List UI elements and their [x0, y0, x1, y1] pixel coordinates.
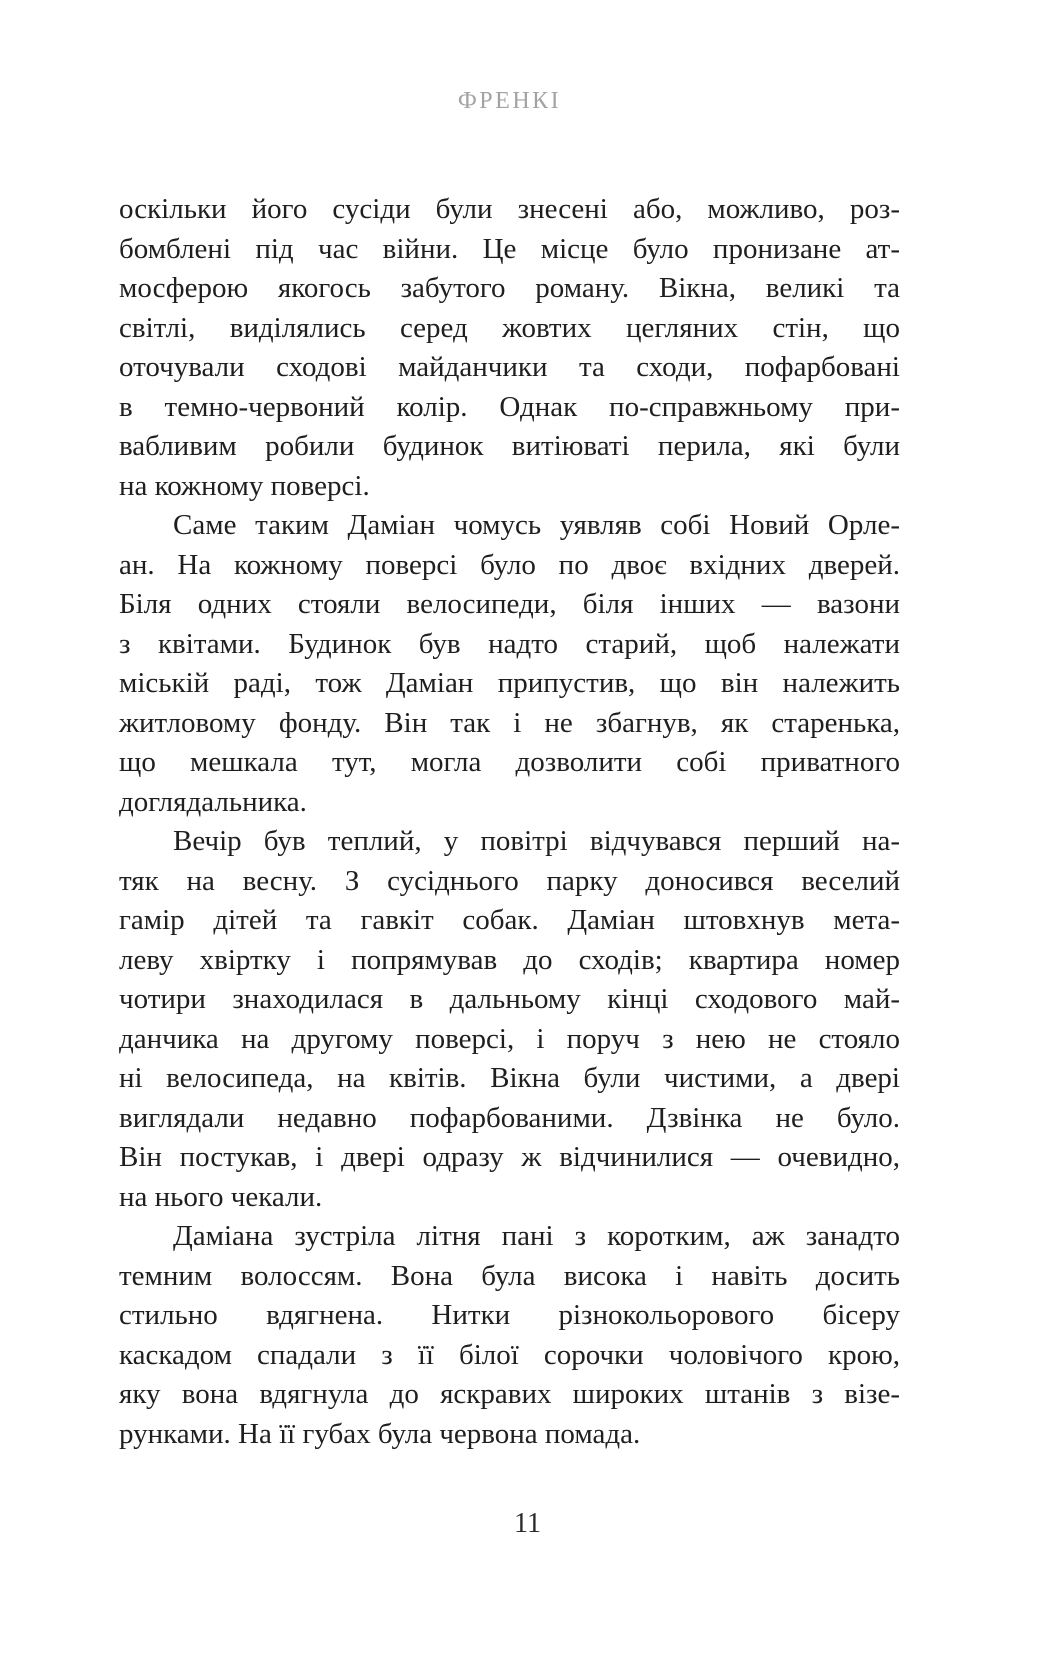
text-line: бомблені під час війни. Це місце було пронизане ат- [119, 232, 900, 265]
text-line: Вечір був теплий, у повітрі відчувався перший на- [173, 825, 900, 857]
running-head: ФРЕНКІ [457, 88, 562, 114]
text-line: на нього чекали. [119, 1180, 323, 1213]
text-line: на кожному поверсі. [119, 469, 370, 502]
text-line: доглядальника. [119, 785, 307, 818]
text-line: Він постукав, і двері одразу ж відчинилися — очевидно, [119, 1141, 900, 1173]
text-line: світлі, виділялись серед жовтих цегляних стін, що [119, 311, 900, 344]
text-line: Даміана зустріла літня пані з коротким, аж занадто [173, 1220, 900, 1252]
text-line: оточували сходові майданчики та сходи, пофарбовані [119, 351, 900, 383]
text-line: виглядали недавно пофарбованими. Дзвінка не було. [119, 1101, 900, 1134]
text-line: Біля одних стояли велосипеди, біля інших — вазони [119, 588, 900, 620]
body-text [119, 190, 900, 1454]
text-line: оскільки його сусіди були знесені або, можливо, роз- [119, 193, 900, 225]
text-line: стильно вдягнена. Нитки різнокольорового бісеру [119, 1299, 900, 1331]
text-line: з квітами. Будинок був надто старий, щоб належати [119, 627, 900, 660]
text-line: житловому фонду. Він так і не збагнув, як старенька, [119, 706, 900, 739]
text-line: ні велосипеда, на квітів. Вікна були чистими, а двері [119, 1062, 900, 1094]
text-line: каскадом спадали з її білої сорочки чоловічого крою, [119, 1338, 900, 1371]
text-line: Саме таким Даміан чомусь уявляв собі Новий Орле- [173, 509, 900, 541]
text-line: чотири знаходилася в дальньому кінці сходового май- [119, 983, 900, 1015]
text-line: мосферою якогось забутого роману. Вікна, великі та [119, 272, 900, 304]
text-line: леву хвіртку і попрямував до сходів; квартира номер [119, 943, 900, 976]
text-line: що мешкала тут, могла дозволити собі приватного [119, 746, 900, 778]
text-line: гамір дітей та гавкіт собак. Даміан штовхнув мета- [119, 904, 900, 936]
text-line: в темно-червоний колір. Однак по-справжньому при- [119, 390, 900, 423]
text-line: яку вона вдягнула до яскравих широких штанів з візе- [119, 1378, 900, 1410]
text-line: міській раді, тож Даміан припустив, що він належить [119, 667, 900, 699]
text-line: рунками. На її губах була червона помада. [119, 1417, 641, 1450]
page-number: 11 [514, 1508, 541, 1539]
text-line: ан. На кожному поверсі було по двоє вхідних дверей. [119, 548, 900, 581]
text-line: темним волоссям. Вона була висока і навіть досить [119, 1259, 900, 1292]
text-line: данчика на другому поверсі, і поруч з нею не стояло [119, 1022, 900, 1055]
text-line: вабливим робили будинок витіюваті перила, які були [119, 430, 900, 462]
text-line: тяк на весну. З сусіднього парку доносився веселий [119, 864, 900, 897]
